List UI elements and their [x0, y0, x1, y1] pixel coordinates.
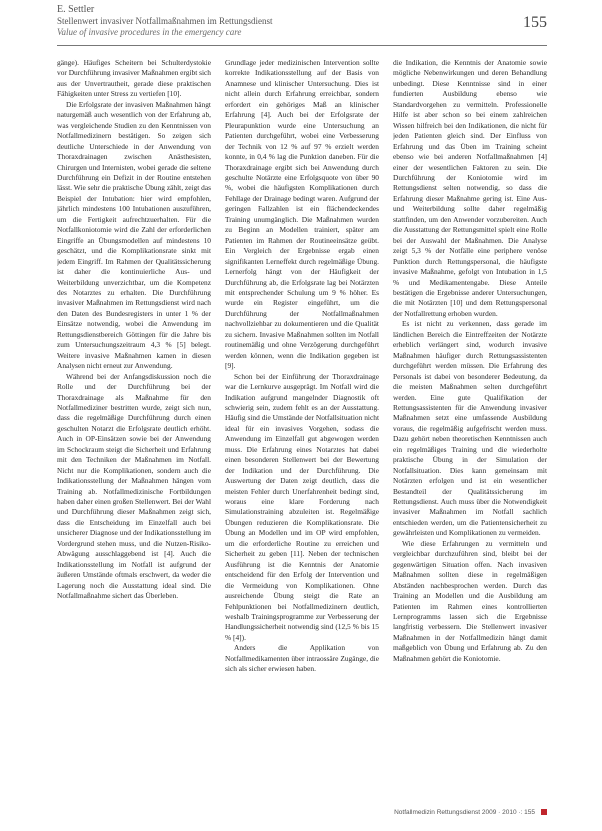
header-rule — [57, 45, 547, 46]
paragraph: Die Erfolgsrate der invasiven Maßnahmen hängt naturgemäß auch wesentlich von der Erfahrung ab, was vergleichende Studien zu den Kenntnissen von Notfallmedizinern bestätigen. So zeigen sich deutliche Unterschiede in der Anwendung von Thoraxdrainagen zwischen Anästhesisten, Chirurgen und Internisten, wobei gerade die seltene Durchführung ein Defizit in der Routine entstehen lässt. Wie sehr die praktische Übung zählt, zeigt das Beispiel der Intubation: hier wird empfohlen, jährlich mindestens 100 Intubationen auszuführen, um die Fertigkeit aufrechtzuerhalten. Für die Notfallkoniotomie wird die Zahl der erforderlichen Eingriffe an Übungsmodellen auf mindestens 10 geschätzt, und die Komplikationsrate sinkt mit jedem Eingriff. Im Rahmen der Qualitätssicherung ist daher die kontinuierliche Aus- und Weiterbildung unverzichtbar, um die Kompetenz des Notarztes zu erhalten. Die Durchführung invasiver Maßnahmen im Rettungsdienst wird nach den Daten des Bundesregisters in unter 1 % der Einsätze notwendig, wobei die Anwendung im Rettungsdienstbereich Göttingen für die Jahre bis zum Untersuchungszeitraum 4,3 % [5] belegt. Weitere invasive Maßnahmen kamen in diesen Analysen nicht erneut zur Anwendung. — [57, 99, 211, 371]
paragraph: Anders die Applikation von Notfallmedikamenten über intraossäre Zugänge, die sich als sicher erwiesen haben. — [225, 643, 379, 674]
page-number: 155 — [523, 14, 547, 31]
red-square-marker — [541, 809, 547, 815]
paragraph: die Indikation, die Kenntnis der Anatomie sowie mögliche Nebenwirkungen und deren Behandlung unbedingt. Diese Kenntnisse sind in einer fundierten Ausbildung ebenso wie Standardvorgehen zu vermitteln. Professionelle Hilfe ist aber schon so bei einem zahlreichen Wissen hilfreich bei den Indikationen, die nicht für jeden Patienten gleich sind. Der Einfluss von Erfahrung und das Üben im Training scheint ebenso wie bei anderen Notfallmaßnahmen [4] einer der wesentlichen Faktoren zu sein. Die Durchführung der Koniotomie wird im Rettungsdienst selten notwendig, so dass die Erfahrung dieser Maßnahme gering ist. Eine Aus- und Weiterbildung sollte daher regelmäßig stattfinden, um den Anwender vorzubereiten. Auch die Ausstattung der Rettungsmittel spielt eine Rolle bei der Auswahl der Maßnahmen. Die Analyse zeigt 5,3 % der Notfälle eine periphere venöse Punktion durch Rettungspersonal, die häufigste invasive Maßnahme, gefolgt von Intubation in 1,5 % und Medikamentengabe. Diese Anteile bestätigen die Ergebnisse anderer Untersuchungen, die mit Notärzten [10] und dem Rettungspersonal der Notfallrettung erhoben wurden. — [393, 58, 547, 318]
paragraph: Während bei der Anfangsdiskussion noch die Rolle und der Durchführung bei der Thoraxdrainage als Maßnahme für den Notfallmediziner bestritten wurde, zeigt sich nun, dass die regelmäßige Durchführung durch einen geschulten Notarzt die Erfolgsrate deutlich erhöht. Auch in OP-Einsätzen sowie bei der Anwendung im Schockraum steigt die Sicherheit und Erfahrung mit den Techniken der Maßnahmen im Notfall. Nicht nur die Komplikationen, sondern auch die Indikationsstellung der Maßnahmen hängen vom Training ab. Notfallmedizinische Fortbildungen haben daher einen großen Stellenwert. Bei der Wahl und Durchführung dieser Maßnahmen zeigt sich, dass die Entscheidung im Einzelfall auch bei unsicherer Diagnose und der Indikationsstellung im Vordergrund stehen muss, und die Nutzen-Risiko-Abwägung ausschlaggebend ist [4]. Auch die Indikationsstellung im Notfall ist aufgrund der äußeren Umstände oftmals erschwert, da weder die Lagerung noch die Ausstattung ideal sind. Die Notfallmaßnahme sichert das Überleben. — [57, 371, 211, 601]
paragraph: gänge). Häufiges Scheitern bei Schulterdystokie vor Durchführung invasiver Maßnahmen ergibt sich aus der Unvertrautheit, gerade diese praktischen Fähigkeiten unter Stress zu vertiefen [10]. — [57, 58, 211, 99]
paragraph: Schon bei der Einführung der Thoraxdrainage war die Lernkurve ausgeprägt. Im Notfall wird die Indikation aufgrund mangelnder Diagnostik oft schwierig sein, zudem fehlt es an der Ausstattung. Häufig sind die Umstände der Notfallsituation nicht ideal für ein invasives Vorgehen, sodass die Anwendung im Einzelfall gut abgewogen werden muss. Die Erfahrung eines Notarztes hat dabei einen besonderen Stellenwert bei der Bewertung der Indikation und der Durchführung. Die Auswertung der Daten zeigt deutlich, dass die meisten Fehler durch Unerfahrenheit bedingt sind, woraus eine klare Forderung nach Simulationstraining abzuleiten ist. Regelmäßige Übungen reduzieren die Komplikationsrate. Die Übung an Modellen und im OP wird empfohlen, um die erforderliche Routine zu erreichen und Sicherheit zu geben [11]. Neben der technischen Ausführung ist die Kenntnis der Anatomie entscheidend für den Erfolg der Intervention und die Vermeidung von Komplikationen. Ohne ausreichende Übung steigt die Rate an Fehlpunktionen bei Notfallmedizinern deutlich, weshalb Trainingsprogramme zur Verbesserung der Handlungssicherheit notwendig sind (12,5 % bis 15 % [4]). — [225, 371, 379, 642]
author-line: E. Settler — [57, 4, 95, 15]
text-column-1 — [57, 58, 211, 800]
journal-citation: Notfallmedizin Rettungsdienst 2009 · 2010 ·: 155 — [394, 809, 535, 816]
body-columns — [57, 58, 547, 800]
page-header — [57, 4, 547, 46]
paragraph: Es ist nicht zu verkennen, dass gerade im ländlichen Bereich die Eintreffzeiten der Notärzte erheblich verlängert sind, wodurch invasive Maßnahmen häufiger durch Rettungsassistenten durchgeführt werden müssen. Die Erfahrung des Personals ist dabei von besonderer Bedeutung, da die meisten Maßnahmen selten durchgeführt werden. Eine gute Qualifikation der Rettungsassistenten für die Anwendung invasiver Maßnahmen setzt eine umfassende Ausbildung voraus, die regelmäßig aufgefrischt werden muss. Dazu gehört neben theoretischen Kenntnissen auch ein regelmäßiges Training und die wiederholte praktische Übung in der Simulation der Notfallsituation. Dies kann gemeinsam mit Notärzten erfolgen und ist ein wesentlicher Bestandteil der Qualitätssicherung im Rettungsdienst. Auch muss über die Notwendigkeit invasiver Maßnahmen im Notfall sachlich entschieden werden, um die Patientensicherheit zu gewährleisten und Komplikationen zu vermeiden. — [393, 319, 547, 538]
paragraph: Wie diese Erfahrungen zu vermitteln und vergleichbar durchzuführen sind, bleibt bei der gegenwärtigen Situation offen. Nach invasiven Maßnahmen sollten diese in regelmäßigen Abständen nachbesprochen werden. Durch das Training an Modellen und die Ausbildung am Patienten im Rahmen eines kontrollierten Lernprogramms lassen sich die Ergebnisse langfristig verbessern. Die Stellenwert invasiver Maßnahmen in der Notfallmedizin hängt damit maßgeblich von Übung und Erfahrung ab. Zu den Maßnahmen gehört die Koniotomie. — [393, 538, 547, 663]
running-title-english: Value of invasive procedures in the emergency care — [57, 27, 242, 37]
paragraph: Grundlage jeder medizinischen Intervention sollte korrekte Indikationsstellung auf der Basis von Anamnese und klinischer Untersuchung. Dies ist nicht allein durch Erfahrung erreichbar, sondern erfordert ein gehöriges Maß an klinischer Erfahrung [4]. Auch bei der Erfolgsrate der Pleurapunktion wurde eine Untersuchung an Patienten durchgeführt, wobei eine Verbesserung der Technik von 12 % auf 97 % erzielt werden konnte, in 0,4 % lag die Punktion daneben. Für die Thoraxdrainage ergibt sich bei Anwendung durch geschulte Notärzte eine Erfolgsquote von über 90 %, wobei die häufigsten Komplikationen durch Fehllage der Drainage bedingt waren. Aufgrund der geringen Fallzahlen ist ein flächendeckendes Training unumgänglich. Die Maßnahmen wurden zu Beginn an Modellen trainiert, später am Patienten im Rahmen der Routineeinsätze geübt. Ein Vergleich der Ergebnisse ergab einen signifikanten Lerneffekt durch regelmäßige Übung. Lernerfolg hängt von der Häufigkeit der Durchführung ab, die Erfolgsrate lag bei Notärzten mit entsprechender Schulung um 9 % höher. Es wurde ein Register eingeführt, um die Durchführung der Notfallmaßnahmen nachvollziehbar zu dokumentieren und die Qualität zu sichern. Invasive Maßnahmen sollten im Notfall routinemäßig und ohne Verzögerung durchgeführt werden können, wenn die Indikation gegeben ist [9]. — [225, 58, 379, 371]
page-footer — [57, 806, 547, 822]
text-column-2 — [225, 58, 379, 800]
text-column-3 — [393, 58, 547, 800]
running-title-german: Stellenwert invasiver Notfallmaßnahmen im Rettungsdienst — [57, 16, 273, 26]
